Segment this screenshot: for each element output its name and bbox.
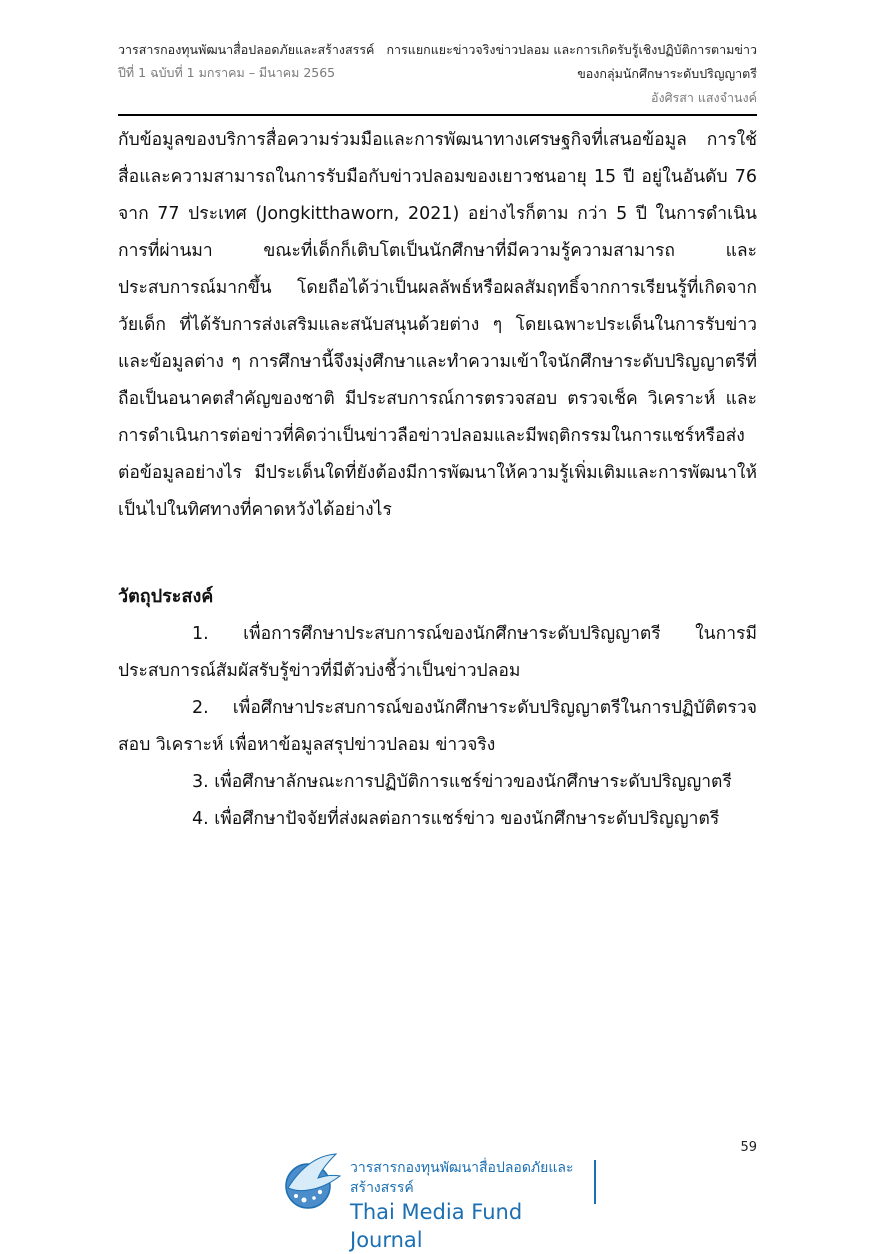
article-title-line-2: ของกลุ่มนักศึกษาระดับปริญญาตรี (577, 66, 757, 81)
objective-item: 2. เพื่อศึกษาประสบการณ์ของนักศึกษาระดับปริญญาตรีในการปฏิบัติตรวจสอบ วิเคราะห์ เพื่อหาข้อมูลสรุปข่าวปลอม ข่าวจริง (118, 698, 757, 755)
body-paragraph: กับข้อมูลของบริการสื่อความร่วมมือและการพัฒนาทางเศรษฐกิจที่เสนอข้อมูล การใช้สื่อและความสามารถในการรับมือกับข่าวปลอมของเยาวชนอายุ 15 ปี อยู่ในอันดับ 76 จาก 77 ประเทศ (Jongkitthaworn, 2021) อย่างไรก็ตาม กว่า 5 ปี ในการดำเนินการที่ผ่านมา ขณะที่เด็กก็เติบโตเป็นนักศึกษาที่มีความรู้ความสามารถ และประสบการณ์มากขึ้น โดยถือได้ว่าเป็นผลลัพธ์หรือผลสัมฤทธิ์จากการเรียนรู้ที่เกิดจากวัยเด็ก ที่ได้รับการส่งเสริมและสนับสนุนด้วยต่าง ๆ โดยเฉพาะประเด็นในการรับข่าวและข้อมูลต่าง ๆ การศึกษานี้จึงมุ่งศึกษาและทำความเข้าใจนักศึกษาระดับปริญญาตรีที่ถือเป็นอนาคตสำคัญของชาติ มีประสบการณ์การตรวจสอบ ตรวจเช็ค วิเคราะห์ และการดำเนินการต่อข่าวที่คิดว่าเป็นข่าวลือข่าวปลอมและมีพฤติกรรมในการแชร์หรือส่งต่อข้อมูลอย่างไร มีประเด็นใดที่ยังต้องมีการพัฒนาให้ความรู้เพิ่มเติมและการพัฒนาให้เป็นไปในทิศทางที่คาดหวังได้อย่างไร (118, 130, 757, 520)
bird-globe-icon (278, 1148, 344, 1214)
objectives-list (118, 616, 757, 838)
header-divider (118, 114, 757, 116)
objective-item: 4. เพื่อศึกษาปัจจัยที่ส่งผลต่อการแชร์ข่าว ของนักศึกษาระดับปริญญาตรี (192, 809, 720, 829)
journal-logo (278, 1148, 598, 1252)
journal-name: วารสารกองทุนพัฒนาสื่อปลอดภัยและสร้างสรรค์ (118, 42, 375, 57)
objective-item: 1. เพื่อการศึกษาประสบการณ์ของนักศึกษาระดับปริญญาตรี ในการมีประสบการณ์สัมผัสรับรู้ข่าวที่มีตัวบ่งชี้ว่าเป็นข่าวปลอม (118, 624, 757, 681)
issue-info: ปีที่ 1 ฉบับที่ 1 มกราคม – มีนาคม 2565 (118, 65, 336, 80)
logo-thai-name: วารสารกองทุนพัฒนาสื่อปลอดภัยและสร้างสรรค์ (350, 1160, 574, 1196)
logo-divider (594, 1160, 596, 1204)
logo-wordmark (350, 1158, 598, 1254)
article-body (118, 122, 757, 838)
objectives-heading: วัตถุประสงค์ (118, 586, 214, 607)
running-header-right (386, 38, 757, 110)
page-number: 59 (740, 1140, 757, 1155)
running-header-left (118, 38, 374, 84)
logo-english-name: Thai Media Fund Journal (350, 1200, 523, 1252)
author-name: อังศิรสา แสงจำนงค์ (650, 90, 757, 105)
objective-item: 3. เพื่อศึกษาลักษณะการปฏิบัติการแชร์ข่าวของนักศึกษาระดับปริญญาตรี (192, 772, 732, 792)
article-title-line-1: การแยกแยะข่าวจริงข่าวปลอม และการเกิดรับรู้เชิงปฏิบัติการตามข่าว (386, 42, 757, 57)
